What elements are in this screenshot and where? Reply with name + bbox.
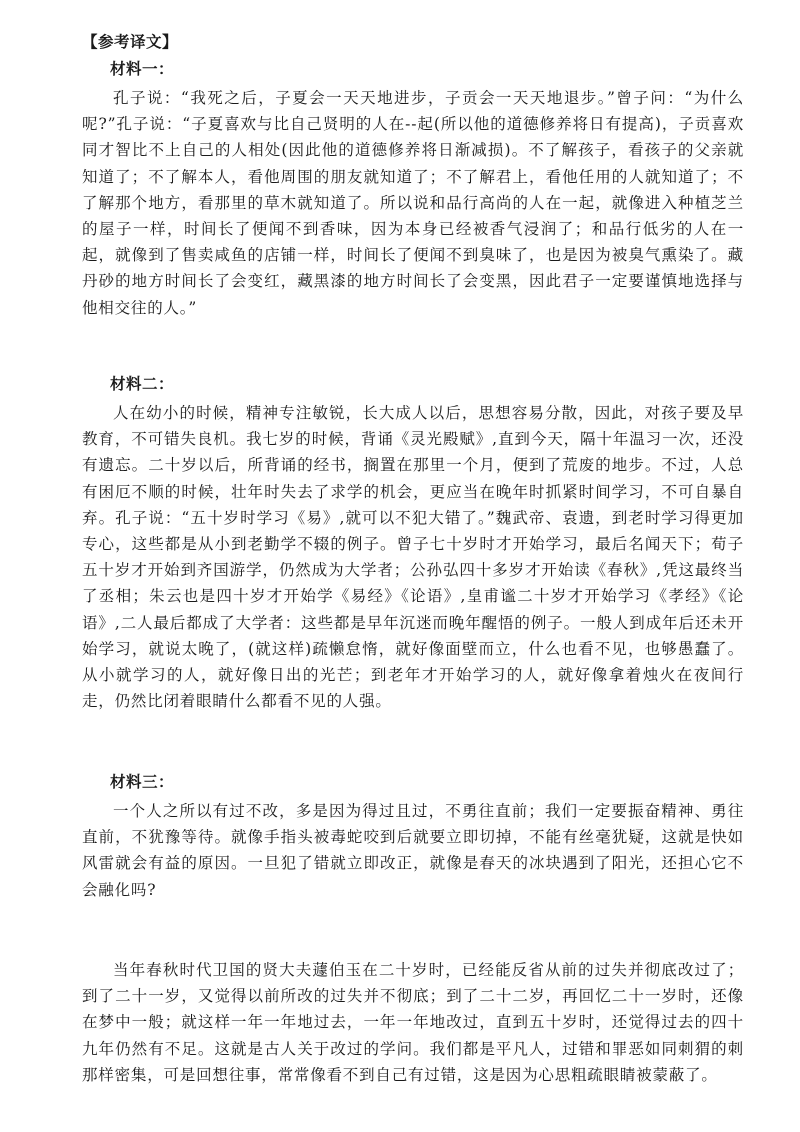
section-3-paragraph-1: 一个人之所以有过不改，多是因为得过且过，不勇往直前；我们一定要振奋精神、勇往直前，不犹豫等待。就像手指头被毒蛇咬到后就要立即切掉，不能有丝毫犹疑，这就是快如风雷就会有益的原因。一旦犯了错就立即改正，就像是春天的冰块遇到了阳光，还担心它不会融化吗? bbox=[82, 802, 744, 899]
section-3-paragraph-2: 当年春秋时代卫国的贤大夫蘧伯玉在二十岁时，已经能反省从前的过失并彻底改过了；到了二十一岁，又觉得以前所改的过失并不彻底；到了二十二岁，再回忆二十一岁时，还像在梦中一般；就这样一年一年地过去，一年一年地改过，直到五十岁时，还觉得过去的四十九年仍然有不足。这就是古人关于改过的学问。我们都是平凡人，过错和罪恶如同刺猬的刺那样密集，可是回想往事，常常像看不到自己有过错，这是因为心思粗疏眼睛被蒙蔽了。 bbox=[82, 961, 744, 1084]
section-heading-2: 材料二： bbox=[110, 374, 175, 393]
section-heading-3: 材料三： bbox=[110, 772, 175, 791]
section-heading-1: 材料一： bbox=[110, 59, 175, 78]
section-1-paragraph-1: 孔子说：“我死之后，子夏会一天天地进步，子贡会一天天地退步。”曾子问：“为什么呢?”孔子说：“子夏喜欢与比自己贤明的人在--起(所以他的道德修养将日有提高)，子贡喜欢同才智比不上自己的人相处(因此他的道德修养将日渐减损)。不了解孩子，看孩子的父亲就知道了；不了解本人，看他周围的朋友就知道了；不了解君上，看他任用的人就知道了；不了解那个地方，看那里的草木就知道了。所以说和品行高尚的人在一起，就像进入种植芝兰的屋子一样，时间长了便闻不到香味，因为本身已经被香气浸润了；和品行低劣的人在一起，就像到了售卖咸鱼的店铺一样，时间长了便闻不到臭味了，也是因为被臭气熏染了。藏丹砂的地方时间长了会变红，藏黑漆的地方时间长了会变黑，因此君子一定要谨慎地选择与他相交往的人。” bbox=[82, 89, 744, 317]
document-title: 【参考译文】 bbox=[82, 32, 179, 51]
section-2-paragraph-1: 人在幼小的时候，精神专注敏锐，长大成人以后，思想容易分散，因此，对孩子要及早教育，不可错失良机。我七岁的时候，背诵《灵光殿赋》,直到今天，隔十年温习一次，还没有遗忘。二十岁以后，所背诵的经书，搁置在那里一个月，便到了荒废的地步。不过，人总有困厄不顺的时候，壮年时失去了求学的机会，更应当在晚年时抓紧时间学习，不可自暴自弃。孔子说：“五十岁时学习《易》,就可以不犯大错了。”魏武帝、袁遗，到老时学习得更加专心，这些都是从小到老勤学不辍的例子。曾子七十岁时才开始学习，最后名闻天下；荀子五十岁才开始到齐国游学，仍然成为大学者；公孙弘四十多岁才开始读《春秋》,凭这最终当了丞相；朱云也是四十岁才开始学《易经》《论语》,皇甫谧二十岁才开始学习《孝经》《论语》,二人最后都成了大学者：这些都是早年沉迷而晚年醒悟的例子。一般人到成年后还未开始学习，就说太晚了，(就这样)疏懒怠惰，就好像面壁而立，什么也看不见，也够愚蠢了。从小就学习的人，就好像日出的光芒；到老年才开始学习的人，就好像拿着烛火在夜间行走，仍然比闭着眼睛什么都看不见的人强。 bbox=[82, 404, 744, 711]
